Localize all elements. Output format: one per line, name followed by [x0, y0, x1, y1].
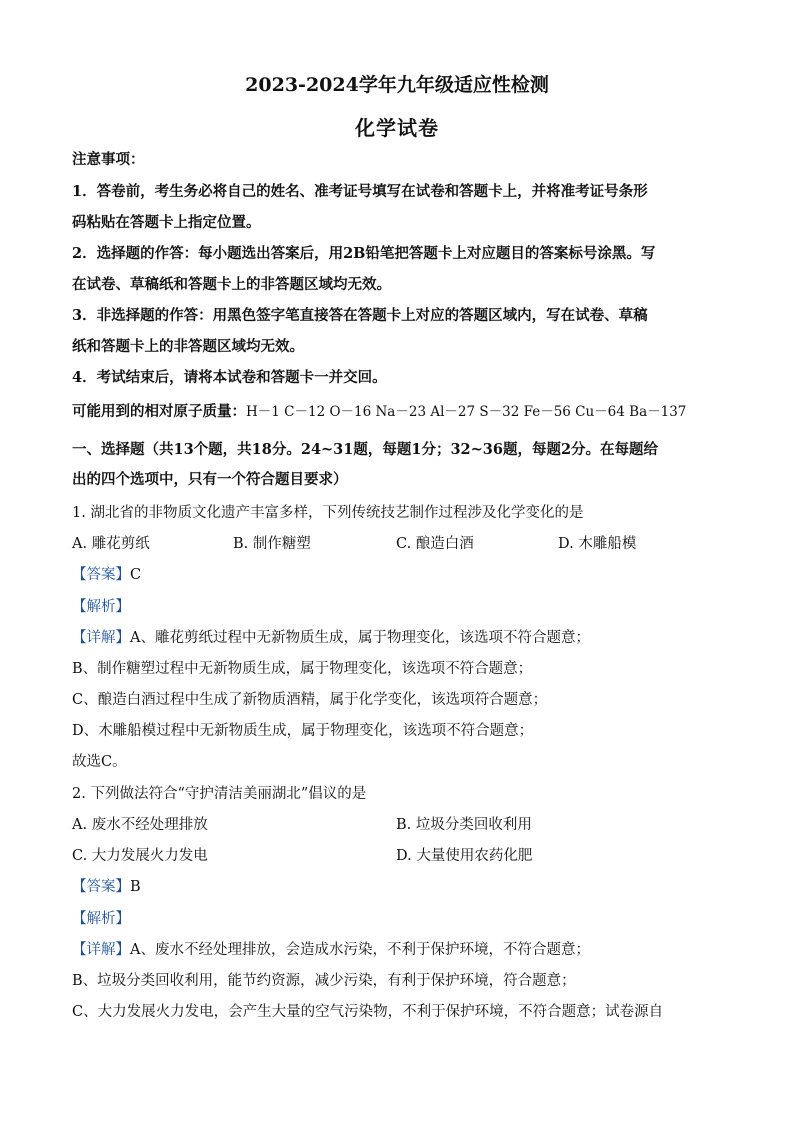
q1-option-b: B. 制作糖塑 — [233, 536, 311, 552]
q2-detail-line: C、大力发展火力发电，会产生大量的空气污染物，不利于保护环境，不符合题意；试卷源自 — [72, 1004, 664, 1020]
detail-text: A、废水不经处理排放，会造成水污染，不利于保护环境，不符合题意； — [130, 942, 590, 958]
q1-detail-line: C、酿造白酒过程中生成了新物质酒精，属于化学变化，该选项符合题意； — [72, 692, 548, 708]
q2-option-b: B. 垃圾分类回收利用 — [396, 817, 532, 833]
answer-tag: 【答案】 — [72, 879, 130, 895]
answer-value: B — [130, 879, 141, 895]
atomic-mass-values: H－1 C－12 O－16 Na－23 Al－27 S－32 Fe－56 Cu－64 Ba－137 — [246, 404, 687, 420]
atomic-mass-label: 可能用到的相对原子质量： — [72, 403, 246, 420]
q1-detail-line: B、制作糖塑过程中无新物质生成，属于物理变化，该选项不符合题意； — [72, 661, 533, 677]
answer-value: C — [130, 567, 142, 583]
q1-detail-line — [72, 628, 722, 648]
notice-item: 码粘贴在答题卡上指定位置。 — [72, 214, 261, 231]
question-2-stem: 2. 下列做法符合“守护清洁美丽湖北”倡议的是 — [72, 786, 367, 802]
q2-option-c: C. 大力发展火力发电 — [72, 848, 208, 864]
q2-answer — [72, 877, 722, 897]
detail-tag: 【详解】 — [72, 630, 130, 646]
section-heading-cont: 出的四个选项中，只有一个符合题目要求） — [72, 471, 348, 488]
atomic-mass-line — [72, 402, 722, 422]
q2-detail-line — [72, 940, 722, 960]
q1-answer — [72, 565, 722, 585]
notice-item: 纸和答题卡上的非答题区域均无效。 — [72, 338, 304, 355]
notice-item: 3．非选择题的作答：用黑色签字笔直接答在答题卡上对应的答题区域内，写在试卷、草稿 — [72, 307, 648, 324]
notice-item: 1．答卷前，考生务必将自己的姓名、准考证号填写在试卷和答题卡上，并将准考证号条形 — [72, 183, 648, 200]
q1-option-c: C. 酿造白酒 — [396, 536, 474, 552]
question-1-stem: 1. 湖北省的非物质文化遗产丰富多样，下列传统技艺制作过程涉及化学变化的是 — [72, 505, 584, 521]
notice-item: 在试卷、草稿纸和答题卡上的非答题区域均无效。 — [72, 276, 391, 293]
exam-subtitle: 化学试卷 — [355, 116, 439, 140]
section-heading: 一、选择题（共13个题，共18分。24~31题，每题1分；32~36题，每题2分。在每题给 — [72, 441, 659, 458]
q2-option-d: D. 大量使用农药化肥 — [396, 848, 533, 864]
q1-option-a: A. 雕花剪纸 — [72, 536, 150, 552]
exam-title: 2023-2024学年九年级适应性检测 — [245, 74, 549, 96]
q1-analysis-tag: 【解析】 — [72, 599, 130, 615]
q1-conclusion: 故选C。 — [72, 754, 127, 770]
answer-tag: 【答案】 — [72, 567, 130, 583]
detail-tag: 【详解】 — [72, 942, 130, 958]
notice-heading: 注意事项： — [72, 151, 145, 168]
q2-detail-line: B、垃圾分类回收利用，能节约资源，减少污染，有利于保护环境，符合题意； — [72, 973, 576, 989]
q1-detail-line: D、木雕船模过程中无新物质生成，属于物理变化，该选项不符合题意； — [72, 723, 534, 739]
q2-analysis-tag: 【解析】 — [72, 911, 130, 927]
q1-option-d: D. 木雕船模 — [558, 536, 637, 552]
notice-item: 4．考试结束后，请将本试卷和答题卡一并交回。 — [72, 369, 387, 386]
detail-text: A、雕花剪纸过程中无新物质生成，属于物理变化，该选项不符合题意； — [130, 630, 590, 646]
notice-item: 2．选择题的作答：每小题选出答案后，用2B铅笔把答题卡上对应题目的答案标号涂黑。写 — [72, 245, 656, 262]
q2-option-a: A. 废水不经处理排放 — [72, 817, 208, 833]
